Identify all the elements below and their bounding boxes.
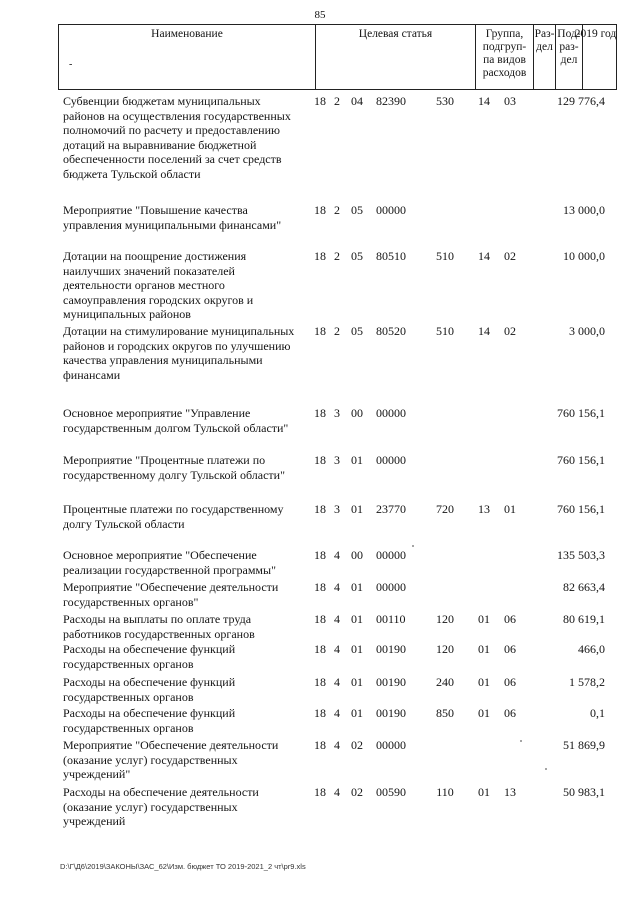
row-code-direction: 00000 bbox=[376, 548, 406, 562]
row-code-event: 05 bbox=[351, 324, 363, 338]
row-amount: 3 000,0 bbox=[569, 324, 605, 338]
row-code-program: 18 bbox=[314, 548, 326, 562]
row-amount: 760 156,1 bbox=[557, 453, 605, 467]
row-code-direction: 00190 bbox=[376, 642, 406, 656]
row-code-subprogram: 4 bbox=[334, 738, 340, 752]
row-podrazdel: 02 bbox=[504, 324, 516, 338]
row-code-subprogram: 2 bbox=[334, 324, 340, 338]
row-amount: 129 776,4 bbox=[557, 94, 605, 108]
row-code-subprogram: 4 bbox=[334, 785, 340, 799]
row-code-direction: 00000 bbox=[376, 453, 406, 467]
row-code-direction: 00000 bbox=[376, 738, 406, 752]
row-razdel: 01 bbox=[478, 612, 490, 626]
row-expense-group: 850 bbox=[436, 706, 454, 720]
row-code-event: 01 bbox=[351, 706, 363, 720]
footer-file-path: D:\Г\Д6\2019\ЗАКОНЫ\ЗАС_62\Изм. бюджет ТО 2019-2021_2 чт\pr9.xls bbox=[60, 862, 306, 871]
row-razdel: 14 bbox=[478, 94, 490, 108]
row-code-program: 18 bbox=[314, 580, 326, 594]
row-name: Дотации на стимулирование муниципальных районов и городских округов по улучшению качества управления муниципальными финансами bbox=[63, 324, 295, 382]
row-code-direction: 00000 bbox=[376, 203, 406, 217]
row-code-subprogram: 4 bbox=[334, 706, 340, 720]
table-header bbox=[58, 24, 617, 90]
row-razdel: 14 bbox=[478, 324, 490, 338]
row-code-event: 02 bbox=[351, 785, 363, 799]
header-year-column bbox=[574, 25, 618, 89]
row-amount: 1 578,2 bbox=[569, 675, 605, 689]
row-amount: 466,0 bbox=[578, 642, 605, 656]
row-amount: 760 156,1 bbox=[557, 502, 605, 516]
row-code-direction: 23770 bbox=[376, 502, 406, 516]
row-amount: 135 503,3 bbox=[557, 548, 605, 562]
header-dash-mark: - bbox=[69, 59, 73, 70]
row-code-program: 18 bbox=[314, 612, 326, 626]
row-podrazdel: 06 bbox=[504, 706, 516, 720]
row-code-direction: 00190 bbox=[376, 675, 406, 689]
row-expense-group: 530 bbox=[436, 94, 454, 108]
header-name-label: Наименование bbox=[151, 28, 223, 40]
row-code-direction: 00190 bbox=[376, 706, 406, 720]
row-name: Расходы на обеспечение деятельности (оказание услуг) государственных учреждений bbox=[63, 785, 259, 829]
row-code-program: 18 bbox=[314, 675, 326, 689]
header-podrazdel-label: Под- раз- дел bbox=[557, 28, 581, 66]
row-amount: 10 000,0 bbox=[563, 249, 605, 263]
row-amount: 760 156,1 bbox=[557, 406, 605, 420]
row-code-program: 18 bbox=[314, 249, 326, 263]
row-code-subprogram: 4 bbox=[334, 548, 340, 562]
row-code-program: 18 bbox=[314, 94, 326, 108]
row-name: Расходы на обеспечение функций государственных органов bbox=[63, 706, 236, 735]
row-amount: 82 663,4 bbox=[563, 580, 605, 594]
row-code-direction: 00000 bbox=[376, 406, 406, 420]
row-code-direction: 00590 bbox=[376, 785, 406, 799]
row-code-program: 18 bbox=[314, 324, 326, 338]
row-code-program: 18 bbox=[314, 453, 326, 467]
row-razdel: 01 bbox=[478, 675, 490, 689]
row-code-program: 18 bbox=[314, 706, 326, 720]
row-code-event: 01 bbox=[351, 453, 363, 467]
row-code-event: 00 bbox=[351, 548, 363, 562]
row-name: Основное мероприятие "Управление государственным долгом Тульской области" bbox=[63, 406, 289, 435]
scan-speck bbox=[545, 768, 547, 770]
row-podrazdel: 01 bbox=[504, 502, 516, 516]
row-expense-group: 120 bbox=[436, 612, 454, 626]
row-podrazdel: 13 bbox=[504, 785, 516, 799]
row-podrazdel: 06 bbox=[504, 642, 516, 656]
row-code-program: 18 bbox=[314, 406, 326, 420]
row-code-direction: 00110 bbox=[376, 612, 406, 626]
row-amount: 80 619,1 bbox=[563, 612, 605, 626]
row-podrazdel: 03 bbox=[504, 94, 516, 108]
row-amount: 51 869,9 bbox=[563, 738, 605, 752]
row-code-event: 01 bbox=[351, 612, 363, 626]
row-code-event: 01 bbox=[351, 580, 363, 594]
scan-speck bbox=[520, 740, 522, 742]
row-code-subprogram: 4 bbox=[334, 612, 340, 626]
row-podrazdel: 06 bbox=[504, 612, 516, 626]
row-expense-group: 510 bbox=[436, 324, 454, 338]
row-code-program: 18 bbox=[314, 738, 326, 752]
row-name: Процентные платежи по государственному долгу Тульской области bbox=[63, 502, 284, 531]
header-name-column bbox=[59, 25, 315, 89]
header-year-label: 2019 год bbox=[574, 28, 617, 40]
row-code-subprogram: 4 bbox=[334, 675, 340, 689]
header-razdel-column bbox=[533, 25, 555, 89]
row-code-event: 04 bbox=[351, 94, 363, 108]
row-code-event: 01 bbox=[351, 642, 363, 656]
scan-speck bbox=[412, 545, 414, 547]
row-code-program: 18 bbox=[314, 785, 326, 799]
header-group-column bbox=[475, 25, 533, 89]
row-name: Основное мероприятие "Обеспечение реализации государственной программы" bbox=[63, 548, 276, 577]
row-name: Расходы на выплаты по оплате труда работников государственных органов bbox=[63, 612, 255, 641]
row-code-program: 18 bbox=[314, 642, 326, 656]
row-name: Расходы на обеспечение функций государственных органов bbox=[63, 675, 236, 704]
row-razdel: 01 bbox=[478, 785, 490, 799]
row-expense-group: 720 bbox=[436, 502, 454, 516]
row-razdel: 13 bbox=[478, 502, 490, 516]
row-code-subprogram: 2 bbox=[334, 94, 340, 108]
row-razdel: 01 bbox=[478, 642, 490, 656]
row-code-subprogram: 4 bbox=[334, 580, 340, 594]
row-code-event: 01 bbox=[351, 502, 363, 516]
row-expense-group: 510 bbox=[436, 249, 454, 263]
row-code-subprogram: 2 bbox=[334, 203, 340, 217]
header-razdel-label: Раз- дел bbox=[534, 28, 555, 53]
row-code-event: 05 bbox=[351, 203, 363, 217]
row-razdel: 01 bbox=[478, 706, 490, 720]
row-amount: 0,1 bbox=[590, 706, 605, 720]
row-code-program: 18 bbox=[314, 203, 326, 217]
row-name: Мероприятие "Обеспечение деятельности государственных органов" bbox=[63, 580, 279, 609]
row-code-subprogram: 3 bbox=[334, 453, 340, 467]
row-name: Субвенции бюджетам муниципальных районов на осуществления государственных полномочий по расчету и предоставлению дотаций на выравнивание бюджетной обеспеченности поселений за счет средств бюджета Тульской области bbox=[63, 94, 291, 181]
row-code-subprogram: 4 bbox=[334, 642, 340, 656]
row-expense-group: 120 bbox=[436, 642, 454, 656]
row-code-direction: 80510 bbox=[376, 249, 406, 263]
row-name: Дотации на поощрение достижения наилучших значений показателей деятельности органов местного самоуправления городских округов и муниципальных районов bbox=[63, 249, 254, 322]
row-name: Мероприятие "Повышение качества управления муниципальными финансами" bbox=[63, 203, 282, 232]
row-code-direction: 82390 bbox=[376, 94, 406, 108]
header-group-label: Группа, подгруп- па видов расходов bbox=[482, 28, 527, 79]
row-expense-group: 110 bbox=[436, 785, 454, 799]
row-code-subprogram: 3 bbox=[334, 502, 340, 516]
row-code-direction: 00000 bbox=[376, 580, 406, 594]
row-amount: 50 983,1 bbox=[563, 785, 605, 799]
row-podrazdel: 02 bbox=[504, 249, 516, 263]
row-code-event: 01 bbox=[351, 675, 363, 689]
page-number: 85 bbox=[314, 9, 326, 21]
row-code-event: 02 bbox=[351, 738, 363, 752]
row-name: Расходы на обеспечение функций государственных органов bbox=[63, 642, 236, 671]
row-code-subprogram: 3 bbox=[334, 406, 340, 420]
row-code-subprogram: 2 bbox=[334, 249, 340, 263]
row-code-event: 05 bbox=[351, 249, 363, 263]
row-podrazdel: 06 bbox=[504, 675, 516, 689]
row-expense-group: 240 bbox=[436, 675, 454, 689]
row-name: Мероприятие "Обеспечение деятельности (оказание услуг) государственных учреждений" bbox=[63, 738, 279, 782]
header-target-label: Целевая статья bbox=[358, 28, 433, 40]
row-razdel: 14 bbox=[478, 249, 490, 263]
row-amount: 13 000,0 bbox=[563, 203, 605, 217]
row-code-direction: 80520 bbox=[376, 324, 406, 338]
row-code-program: 18 bbox=[314, 502, 326, 516]
row-code-event: 00 bbox=[351, 406, 363, 420]
row-name: Мероприятие "Процентные платежи по государственному долгу Тульской области" bbox=[63, 453, 285, 482]
header-target-column bbox=[315, 25, 475, 89]
